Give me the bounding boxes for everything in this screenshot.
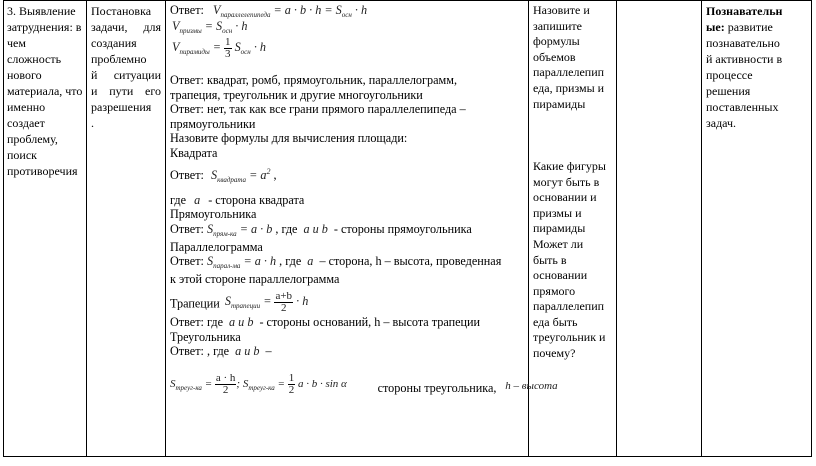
task-line: и пути его xyxy=(91,84,161,98)
outcome-line: познавательно xyxy=(706,36,780,50)
triangle-heading: Треугольника xyxy=(170,329,241,344)
teacher-line: пирамиды xyxy=(533,96,586,111)
outcome-line: поставленных xyxy=(706,100,779,114)
col-border-2 xyxy=(165,0,166,457)
answer-faces: Ответ: нет, так как все грани прямого параллелепипеда – xyxy=(170,102,466,117)
outcome-cell xyxy=(706,3,810,131)
rectangle-answer: Ответ: $S_{прям-ка} = a \cdot b$ , где a u b - стороны прямоугольника xyxy=(170,221,472,238)
task-line: разрешения xyxy=(91,100,152,114)
teacher-line: параллелепип xyxy=(533,65,605,80)
formula-line-1: Ответ: $V_{параллелепипеда} = a \cdot b \cdot h = S_{осн} \cdot h$ xyxy=(170,3,368,19)
teacher-line: прямого xyxy=(533,283,576,298)
teacher-line: могут быть в xyxy=(533,174,600,189)
answer-faces-cont: прямоугольники xyxy=(170,116,256,131)
teacher-line: запишите xyxy=(533,18,582,33)
triangle-area-formula-1: $S_{треуг-ка}$ = $\frac{a \cdot h}{2}$ ; xyxy=(170,371,241,396)
trapezoid-area-formula: $S_{трапеции}$ = $\frac{a+b}{2}$ · h xyxy=(224,289,309,314)
col-border-0 xyxy=(3,0,4,457)
teacher-line: параллелепип xyxy=(533,299,605,314)
parallelogram-note: к этой стороне параллелограмма xyxy=(170,272,340,287)
teacher-line: еда быть xyxy=(533,314,578,329)
square-heading: Квадрата xyxy=(170,145,218,160)
answer-shapes: Ответ: квадрат, ромб, прямоугольник, параллелограмм, xyxy=(170,73,458,87)
triangle-formula-line: $S_{треуг-ка}$ = $\frac{a \cdot h}{2}$ ; $S_{треуг-ка}$ = $\frac{1}{2}$ a · b · sin α стороны треугольника, h – высота xyxy=(170,371,558,396)
stage-cell xyxy=(7,3,83,179)
rectangle-area-formula: $S_{прям-ка} = a \cdot b$ xyxy=(206,221,273,238)
parallelogram-heading: Параллелограмма xyxy=(170,239,263,254)
task-line: Постановка xyxy=(91,4,152,18)
teacher-line: объемов xyxy=(533,49,576,64)
teacher-line xyxy=(533,112,617,128)
teacher-line xyxy=(533,143,617,159)
teacher-line: быть в xyxy=(533,252,567,267)
outcome-line: процессе xyxy=(706,68,753,82)
rectangle-heading: Прямоугольника xyxy=(170,207,257,222)
formula-line-3 xyxy=(170,37,522,65)
square-answer: Ответ: $S_{квадрата} = a^2$ , xyxy=(170,166,277,184)
task-line: задачи, для xyxy=(91,20,161,34)
square-where: где a - сторона квадрата xyxy=(170,192,305,207)
teacher-line: Какие фигуры xyxy=(533,158,606,173)
parallelogram-answer: Ответ: $S_{парал-ма} = a \cdot h$ , где a – сторона, h – высота, проведенная xyxy=(170,254,502,271)
teacher-line: формулы xyxy=(533,34,580,49)
triangle-area-formula-2: $S_{треуг-ка}$ = $\frac{1}{2}$ a · b · sin α xyxy=(242,371,347,396)
triangle-answer: Ответ: , где a u b – xyxy=(170,344,272,359)
teacher-line: Может ли xyxy=(533,236,584,251)
parallelogram-area-formula: $S_{парал-ма} = a \cdot h$ xyxy=(206,254,277,271)
task-line: создания xyxy=(91,36,137,50)
table-top-border xyxy=(3,0,811,1)
square-area-formula: $S_{квадрата} = a^2$ xyxy=(210,166,271,184)
col-border-6 xyxy=(811,0,812,457)
trapezoid-answer: Ответ: где a u b - стороны оснований, h – высота трапеции xyxy=(170,314,481,329)
area-formulas-prompt: Назовите формулы для вычисления площади: xyxy=(170,131,408,146)
outcome-heading: Познавательн xyxy=(706,4,783,18)
outcome-heading-cont: ые: развитие xyxy=(706,20,773,34)
teacher-line: еда, призмы и xyxy=(533,80,605,95)
task-cell xyxy=(91,3,161,131)
teacher-line: треугольник и xyxy=(533,330,606,345)
col-border-1 xyxy=(86,0,87,457)
answer-shapes-cont: трапеция, треугольник и другие многоугольники xyxy=(170,87,423,102)
task-line: . xyxy=(91,116,94,130)
formula-line-2 xyxy=(170,19,522,37)
outcome-line: й активности в xyxy=(706,52,783,66)
volume-parallelepiped-formula: $V_{параллелепипеда} = a \cdot b \cdot h = S_{осн} \cdot h$ xyxy=(212,3,368,19)
teacher-line: призмы и xyxy=(533,205,582,220)
teacher-cell xyxy=(533,3,617,362)
task-line: проблемно xyxy=(91,52,147,66)
stage-text: 3. Выявление затруднения: в чем сложность нового материала, что именно создает проблему, поиск противоречия xyxy=(7,4,83,178)
table-bottom-border xyxy=(3,456,811,457)
teacher-line: основании xyxy=(533,268,588,283)
teacher-line: основании и xyxy=(533,190,597,205)
outcome-line: решения xyxy=(706,84,751,98)
teacher-line: почему? xyxy=(533,346,576,361)
teacher-line: пирамиды xyxy=(533,221,586,236)
teacher-line xyxy=(533,128,617,144)
col-border-5 xyxy=(701,0,702,457)
outcome-line: задач. xyxy=(706,116,737,130)
volume-prism-formula: $V_{призмы} = S_{осн} \cdot h$ xyxy=(172,19,248,35)
teacher-line: Назовите и xyxy=(533,3,590,17)
trapezoid-line: Трапеции $S_{трапеции}$ = $\frac{a+b}{2}$ · h xyxy=(170,289,309,314)
task-line: й ситуации xyxy=(91,68,161,82)
volume-pyramid-formula: $V_{пирамиды}$ = $\frac{1}{3}$ $S_{осн} \cdot h$ xyxy=(172,36,266,60)
